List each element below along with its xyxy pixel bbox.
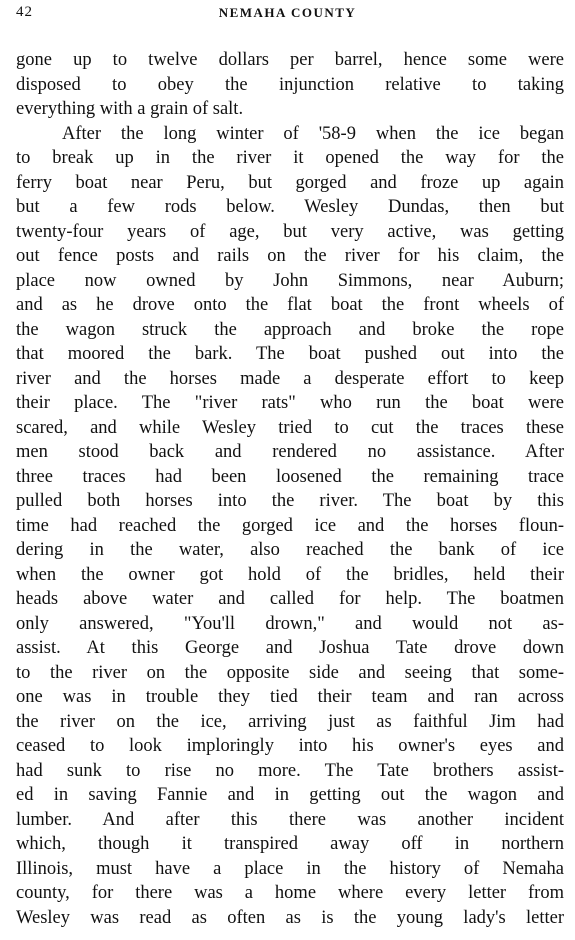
text-line: the river on the ice, arriving just as faithful Jim had xyxy=(16,711,564,732)
text-line: ed in saving Fannie and in getting out the wagon and xyxy=(16,785,564,805)
page-number: 42 xyxy=(16,4,33,20)
text-line: which, though it transpired away off in northern xyxy=(16,834,564,854)
text-line: Wesley was read as often as is the young lady's letter xyxy=(16,907,564,928)
running-head: NEMAHA COUNTY xyxy=(218,5,357,20)
text-line: river and the horses made a desperate effort to keep xyxy=(16,368,564,389)
text-line: disposed to obey the injunction relative to taking xyxy=(16,74,564,95)
text-line: pulled both horses into the river. The boat by this xyxy=(16,491,564,511)
text-line: men stood back and rendered no assistance. After xyxy=(16,442,564,462)
text-line: ceased to look imploringly into his owner's eyes and xyxy=(16,736,564,756)
text-line: one was in trouble they tied their team and ran across xyxy=(16,687,564,707)
text-line: gone up to twelve dollars per barrel, hence some were xyxy=(16,50,564,70)
text-line: twenty-four years of age, but very active, was getting xyxy=(16,221,564,242)
text-line: only answered, "You'll drown," and would not as- xyxy=(16,613,564,634)
text-line: to the river on the opposite side and seeing that some- xyxy=(16,662,564,683)
text-line: their place. The "river rats" who run the boat were xyxy=(16,393,564,413)
text-line: to break up in the river it opened the way for the xyxy=(16,148,564,168)
text-line: that moored the bark. The boat pushed out into the xyxy=(16,344,564,364)
text-line: ferry boat near Peru, but gorged and froze up again xyxy=(16,172,564,193)
text-line: time had reached the gorged ice and the horses floun- xyxy=(16,515,564,536)
text-line: dering in the water, also reached the bank of ice xyxy=(16,540,564,560)
text-line: heads above water and called for help. The boatmen xyxy=(16,589,564,609)
text-line: had sunk to rise no more. The Tate brothers assist- xyxy=(16,760,564,781)
text-line: lumber. And after this there was another incident xyxy=(16,809,564,830)
text-line: scared, and while Wesley tried to cut the traces these xyxy=(16,417,564,438)
text-line: and as he drove onto the flat boat the front wheels of xyxy=(16,295,564,315)
text-line: After the long winter of '58-9 when the ice began xyxy=(62,123,564,144)
text-line: everything with a grain of salt. xyxy=(16,99,244,119)
text-line: when the owner got hold of the bridles, held their xyxy=(16,564,564,585)
body-text xyxy=(16,48,564,930)
text-line: assist. At this George and Joshua Tate drove down xyxy=(16,638,564,658)
text-line: Illinois, must have a place in the history of Nemaha xyxy=(16,858,564,879)
text-line: the wagon struck the approach and broke the rope xyxy=(16,319,564,340)
page-header xyxy=(16,4,559,26)
text-line: out fence posts and rails on the river for his claim, the xyxy=(16,246,564,266)
text-line: three traces had been loosened the remaining trace xyxy=(16,466,564,487)
text-line: but a few rods below. Wesley Dundas, then but xyxy=(16,197,564,217)
text-line: county, for there was a home where every letter from xyxy=(16,883,564,903)
text-line: place now owned by John Simmons, near Auburn; xyxy=(16,270,564,291)
